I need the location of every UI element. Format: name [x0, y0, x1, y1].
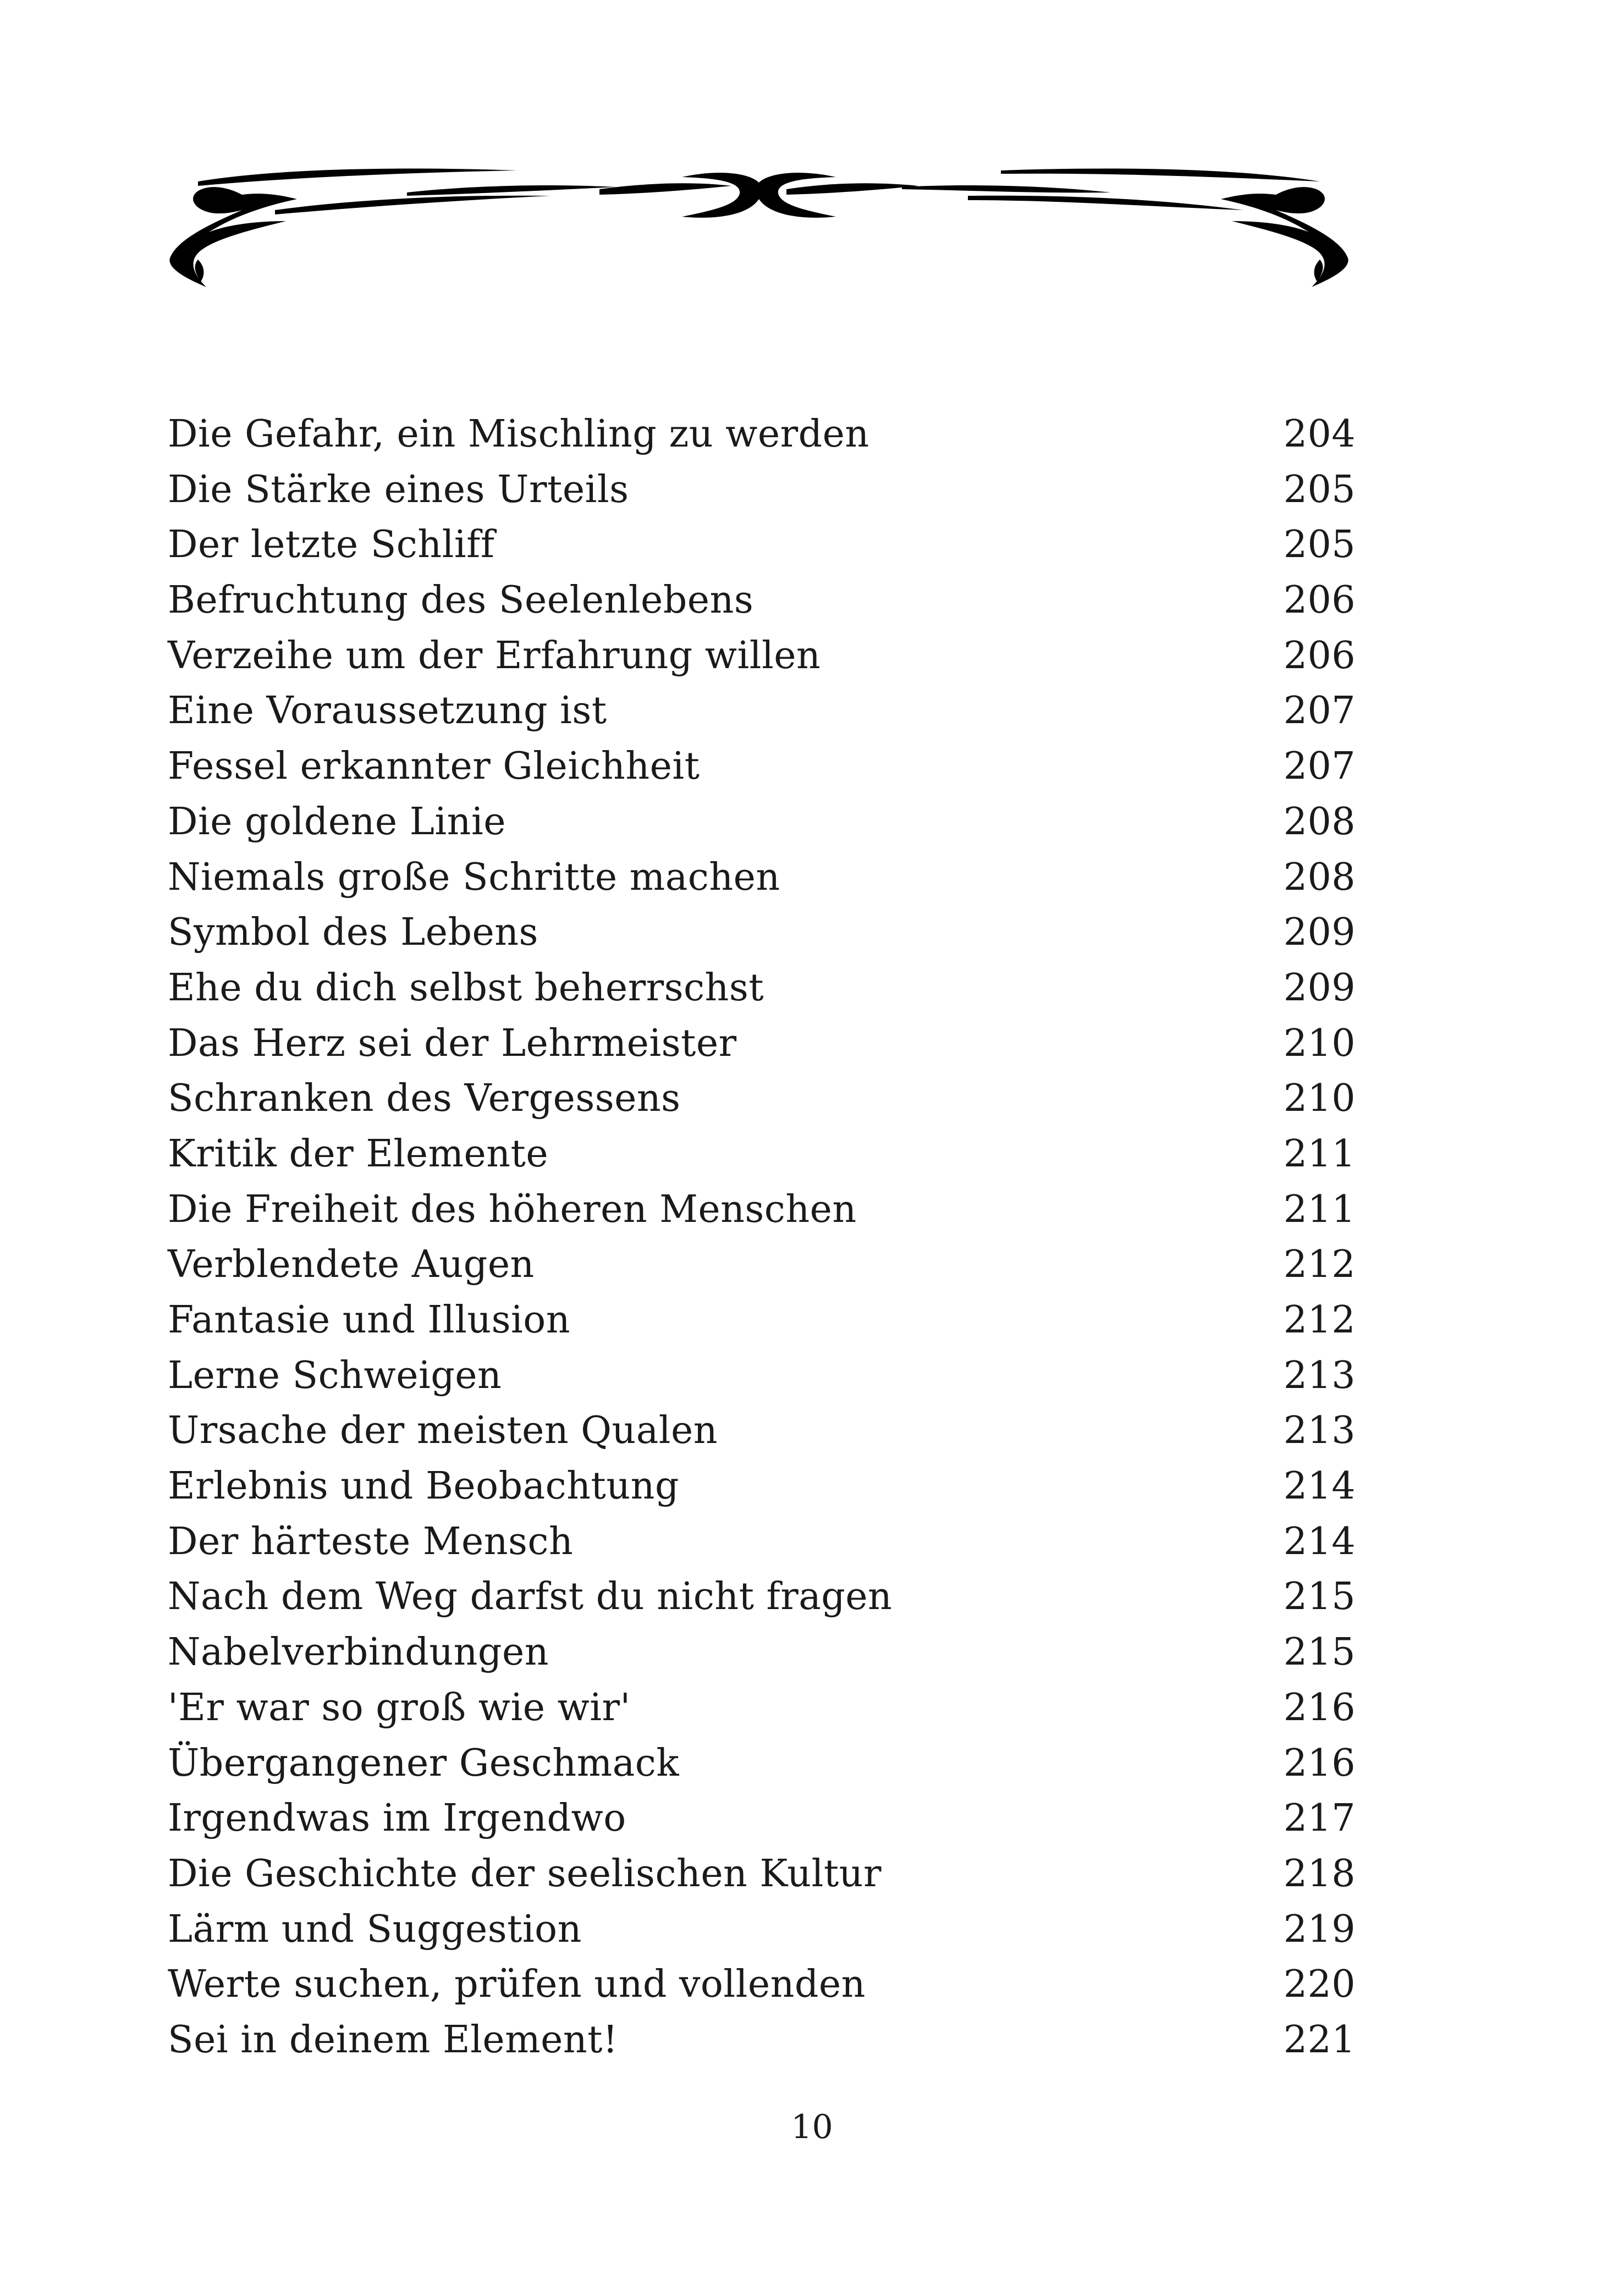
toc-entry-title: Fantasie und Illusion	[168, 1298, 571, 1342]
toc-entry-page: 206	[1283, 634, 1356, 677]
toc-entry	[168, 850, 1356, 906]
toc-entry-title: Irgendwas im Irgendwo	[168, 1797, 626, 1841]
toc-entry-title: Der letzte Schliff	[168, 523, 495, 567]
toc-entry	[168, 629, 1356, 684]
toc-entry	[168, 1071, 1356, 1127]
toc-entry-title: Eine Voraussetzung ist	[168, 689, 607, 733]
toc-entry-title: Lerne Schweigen	[168, 1353, 502, 1397]
toc-entry-page: 215	[1283, 1631, 1356, 1674]
toc-entry	[168, 961, 1356, 1016]
toc-entry-page: 209	[1283, 966, 1356, 1010]
toc-entry-title: Ehe du dich selbst beherrschst	[168, 966, 764, 1010]
toc-entry-title: Symbol des Lebens	[168, 911, 538, 955]
page-number: 10	[791, 2108, 833, 2146]
toc-entry-page: 208	[1283, 855, 1356, 899]
toc-entry-page: 206	[1283, 579, 1356, 623]
toc-entry	[168, 739, 1356, 795]
toc-entry-title: Niemals große Schritte machen	[168, 855, 780, 899]
toc-entry-title: Werte suchen, prüfen und vollenden	[168, 1963, 866, 2007]
toc-entry	[168, 517, 1356, 573]
toc-entry	[168, 1957, 1356, 2013]
toc-entry-page: 212	[1283, 1243, 1356, 1287]
toc-entry	[168, 1736, 1356, 1792]
toc-entry	[168, 1681, 1356, 1736]
toc-entry-page: 208	[1283, 800, 1356, 844]
toc-entry	[168, 1459, 1356, 1514]
toc-entry-title: Die Gefahr, ein Mischling zu werden	[168, 412, 869, 456]
toc-entry	[168, 1791, 1356, 1847]
toc-entry-page: 205	[1283, 467, 1356, 511]
toc-entry	[168, 1348, 1356, 1404]
toc-entry-page: 212	[1283, 1298, 1356, 1342]
toc-entry	[168, 1182, 1356, 1238]
toc-entry-title: Ursache der meisten Qualen	[168, 1409, 718, 1453]
toc-entry	[168, 1237, 1356, 1293]
toc-entry-page: 204	[1283, 412, 1356, 456]
toc-entry-title: Erlebnis und Beobachtung	[168, 1464, 679, 1508]
toc-entry-page: 214	[1283, 1519, 1356, 1563]
toc-entry-page: 207	[1283, 745, 1356, 789]
toc-entry	[168, 1514, 1356, 1570]
toc-entry-page: 217	[1283, 1797, 1356, 1841]
toc-entry	[168, 573, 1356, 629]
toc-entry-page: 220	[1283, 1963, 1356, 2007]
toc-entry-title: Die Geschichte der seelischen Kultur	[168, 1852, 882, 1896]
art-nouveau-divider-ornament-icon	[165, 155, 1353, 293]
toc-entry-page: 211	[1283, 1132, 1356, 1176]
toc-entry	[168, 1625, 1356, 1681]
toc-entry-page: 211	[1283, 1187, 1356, 1231]
toc-entry-title: Das Herz sei der Lehrmeister	[168, 1021, 737, 1065]
toc-entry-page: 207	[1283, 689, 1356, 733]
toc-entry-title: Nach dem Weg darfst du nicht fragen	[168, 1575, 893, 1619]
toc-entry-title: Übergangener Geschmack	[168, 1741, 680, 1785]
toc-entry	[168, 1016, 1356, 1072]
toc-entry-page: 213	[1283, 1353, 1356, 1397]
toc-entry-page: 205	[1283, 523, 1356, 567]
toc-entry-title: Befruchtung des Seelenlebens	[168, 579, 754, 623]
toc-entry	[168, 684, 1356, 739]
toc-entry-title: Lärm und Suggestion	[168, 1907, 582, 1951]
toc-entry	[168, 795, 1356, 850]
toc-entry	[168, 1847, 1356, 1902]
toc-entry	[168, 1403, 1356, 1459]
toc-entry	[168, 2013, 1356, 2068]
toc-entry-page: 216	[1283, 1741, 1356, 1785]
toc-entry-title: Kritik der Elemente	[168, 1132, 549, 1176]
table-of-contents	[168, 407, 1356, 2068]
toc-entry-title: Die goldene Linie	[168, 800, 506, 844]
toc-entry-page: 210	[1283, 1021, 1356, 1065]
toc-entry	[168, 462, 1356, 518]
toc-entry	[168, 1293, 1356, 1348]
toc-entry-page: 216	[1283, 1685, 1356, 1729]
toc-entry-title: Sei in deinem Element!	[168, 2018, 618, 2062]
toc-entry-page: 219	[1283, 1907, 1356, 1951]
toc-entry-title: Der härteste Mensch	[168, 1519, 574, 1563]
toc-entry-page: 209	[1283, 911, 1356, 955]
toc-entry	[168, 1569, 1356, 1625]
toc-entry-page: 214	[1283, 1464, 1356, 1508]
toc-entry-title: 'Er war so groß wie wir'	[168, 1685, 631, 1729]
toc-entry-title: Fessel erkannter Gleichheit	[168, 745, 700, 789]
toc-entry-title: Nabelverbindungen	[168, 1631, 549, 1674]
toc-entry-page: 210	[1283, 1077, 1356, 1121]
toc-entry-title: Verblendete Augen	[168, 1243, 535, 1287]
toc-entry-page: 213	[1283, 1409, 1356, 1453]
toc-entry-title: Die Freiheit des höheren Menschen	[168, 1187, 857, 1231]
toc-entry-title: Die Stärke eines Urteils	[168, 467, 629, 511]
toc-entry-title: Verzeihe um der Erfahrung willen	[168, 634, 821, 677]
toc-entry-page: 221	[1283, 2018, 1356, 2062]
toc-entry	[168, 905, 1356, 961]
toc-entry-title: Schranken des Vergessens	[168, 1077, 681, 1121]
toc-entry	[168, 1902, 1356, 1958]
toc-entry-page: 215	[1283, 1575, 1356, 1619]
toc-entry-page: 218	[1283, 1852, 1356, 1896]
toc-entry	[168, 1127, 1356, 1182]
toc-entry	[168, 407, 1356, 462]
